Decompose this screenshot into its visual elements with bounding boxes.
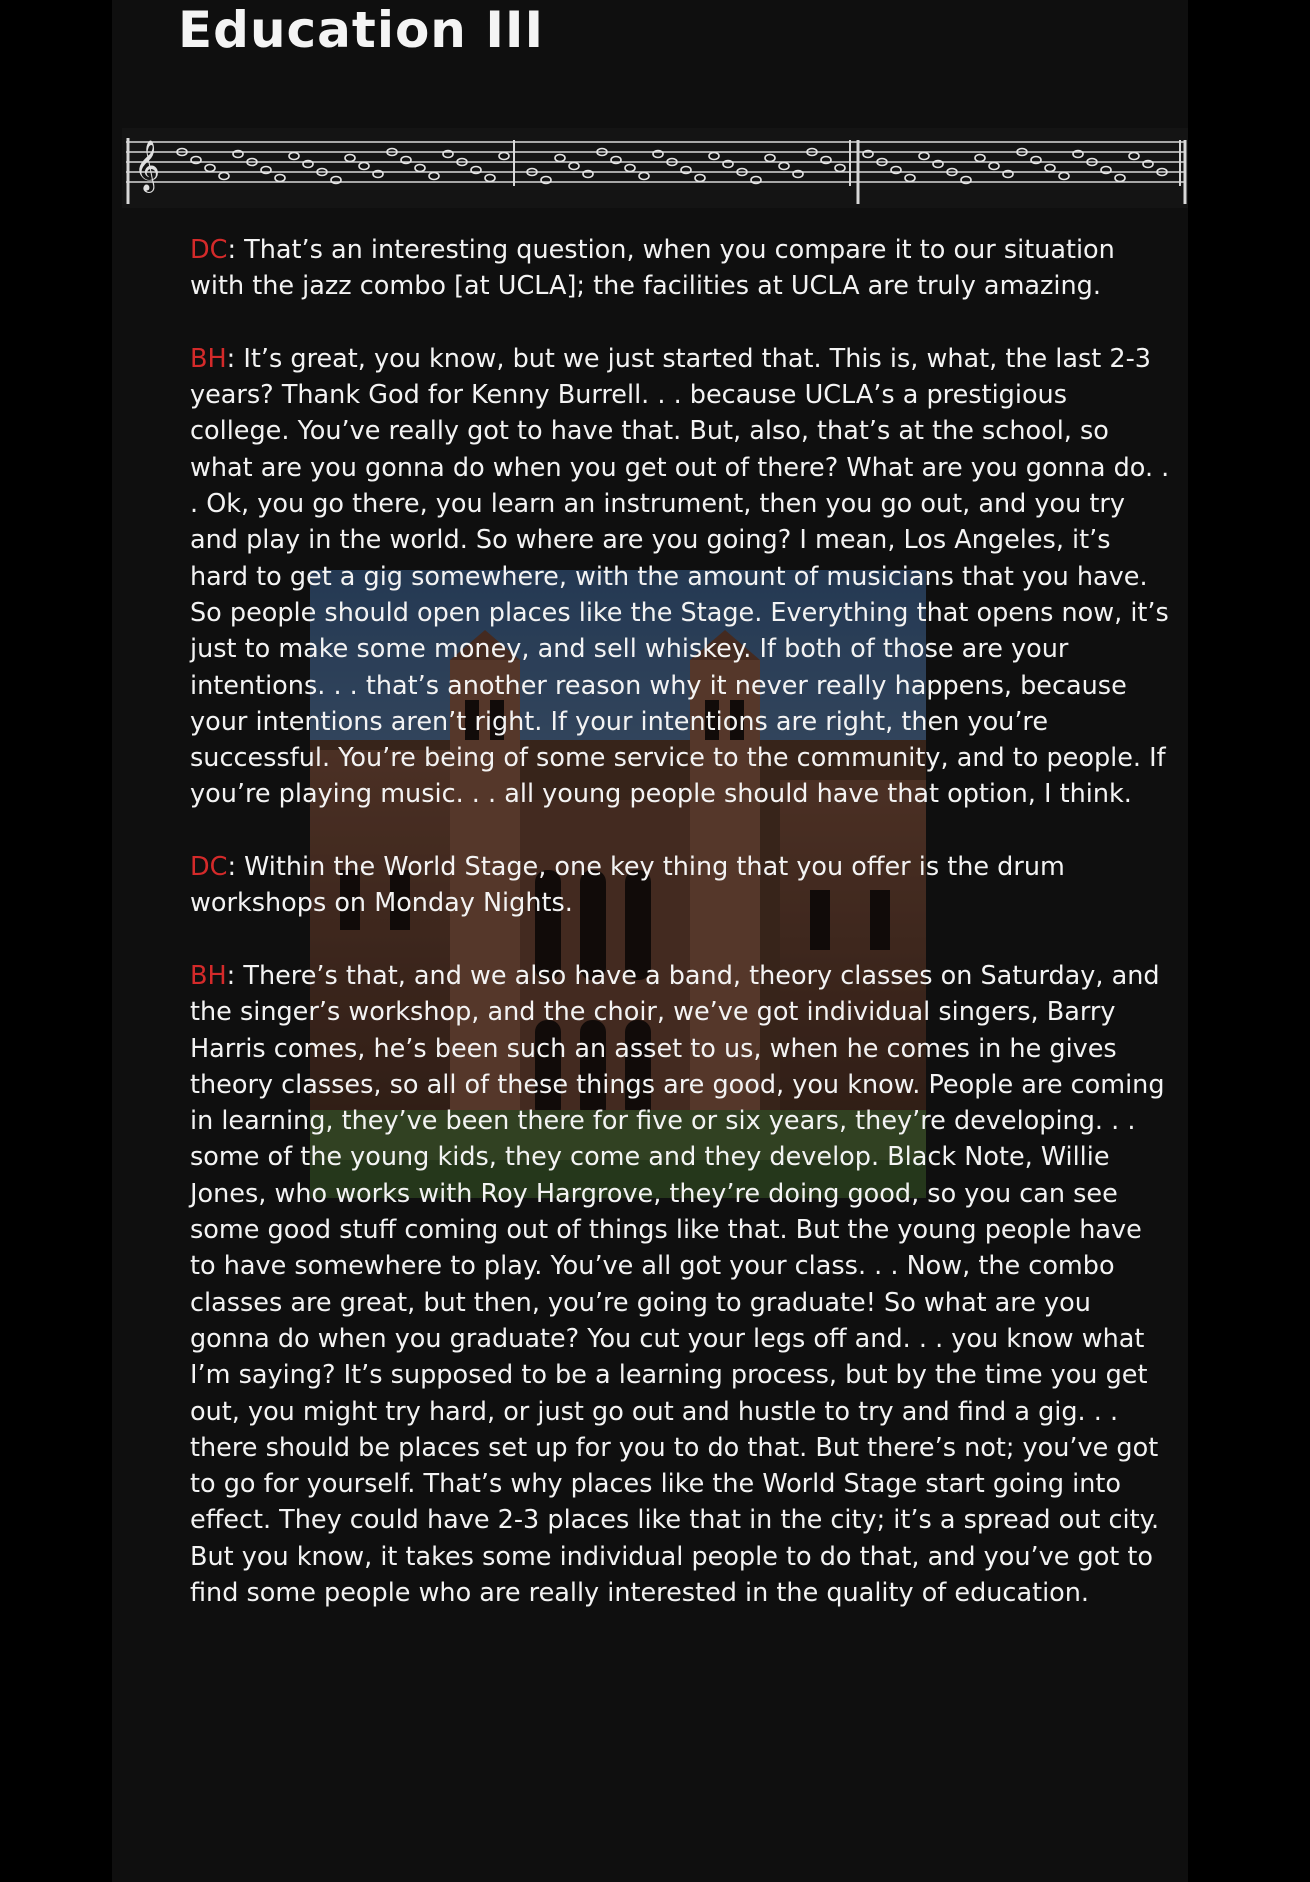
music-staff-banner — [122, 128, 1188, 208]
page — [112, 0, 1188, 1882]
svg-text:𝄞: 𝄞 — [134, 140, 161, 191]
paragraph-text: : There’s that, and we also have a band, theory classes on Saturday, and the singer’s workshop, and the choir, we’ve got individual singers, Barry Harris comes, he’s been such an asset to us, when he comes in he gives theory classes, so all of these things are good, you know. People are coming in learning, they’ve been there for five or six years, they’re developing. . . some of the young kids, they come and they develop. Black Note, Willie Jones, who works with Roy Hargrove, they’re doing good, so you can see some good stuff coming out of things like that. But the young people have to have somewhere to play. You’ve all got your class. . . Now, the combo classes are great, but then, you’re going to graduate! So what are you gonna do when you graduate? You cut your legs off and. . . you know what I’m saying? It’s supposed to be a learning process, but by the time you get out, you might try hard, or just go out and hustle to try and find a gig. . . there should be places set up for you to do that. But there’s not; you’ve got to go for yourself. That’s why places like the World Stage start going into effect. They could have 2-3 places like that in the city; it’s a spread out city. But you know, it takes some individual people to do that, and you’ve got to find some people who are really interested in the quality of education. — [190, 960, 1165, 1608]
paragraph-text: : It’s great, you know, but we just started that. This is, what, the last 2-3 years? Thank God for Kenny Burrell. . . because UCLA’s a prestigious college. You’ve really got to have that. But, also, that’s at the school, so what are you gonna do when you get out of there? What are you gonna do. . . Ok, you go there, you learn an instrument, then you go out, and you try and play in the world. So where are you going? I mean, Los Angeles, it’s hard to get a gig somewhere, with the amount of musicians that you have. So people should open places like the Stage. Everything that opens now, it’s just to make some money, and sell whiskey. If both of those are your intentions. . . that’s another reason why it never really happens, because your intentions aren’t right. If your intentions are right, then you’re successful. You’re being of some service to the community, and to people. If you’re playing music. . . all young people should have that option, I think. — [190, 343, 1170, 810]
interview-text — [190, 232, 1170, 1648]
paragraph-text: : Within the World Stage, one key thing that you offer is the drum workshops on Monday Nights. — [190, 852, 1065, 919]
paragraph-text: : That’s an interesting question, when you compare it to our situation with the jazz combo [at UCLA]; the facilities at UCLA are truly amazing. — [190, 235, 1115, 302]
speaker-label: BH — [190, 343, 227, 374]
paragraph — [190, 232, 1170, 305]
paragraph — [190, 849, 1170, 922]
speaker-label: DC — [190, 235, 228, 265]
speaker-label: BH — [190, 960, 227, 991]
paragraph — [190, 341, 1170, 813]
speaker-label: DC — [190, 852, 228, 883]
paragraph — [190, 958, 1170, 1611]
page-title: Education III — [178, 1, 545, 59]
